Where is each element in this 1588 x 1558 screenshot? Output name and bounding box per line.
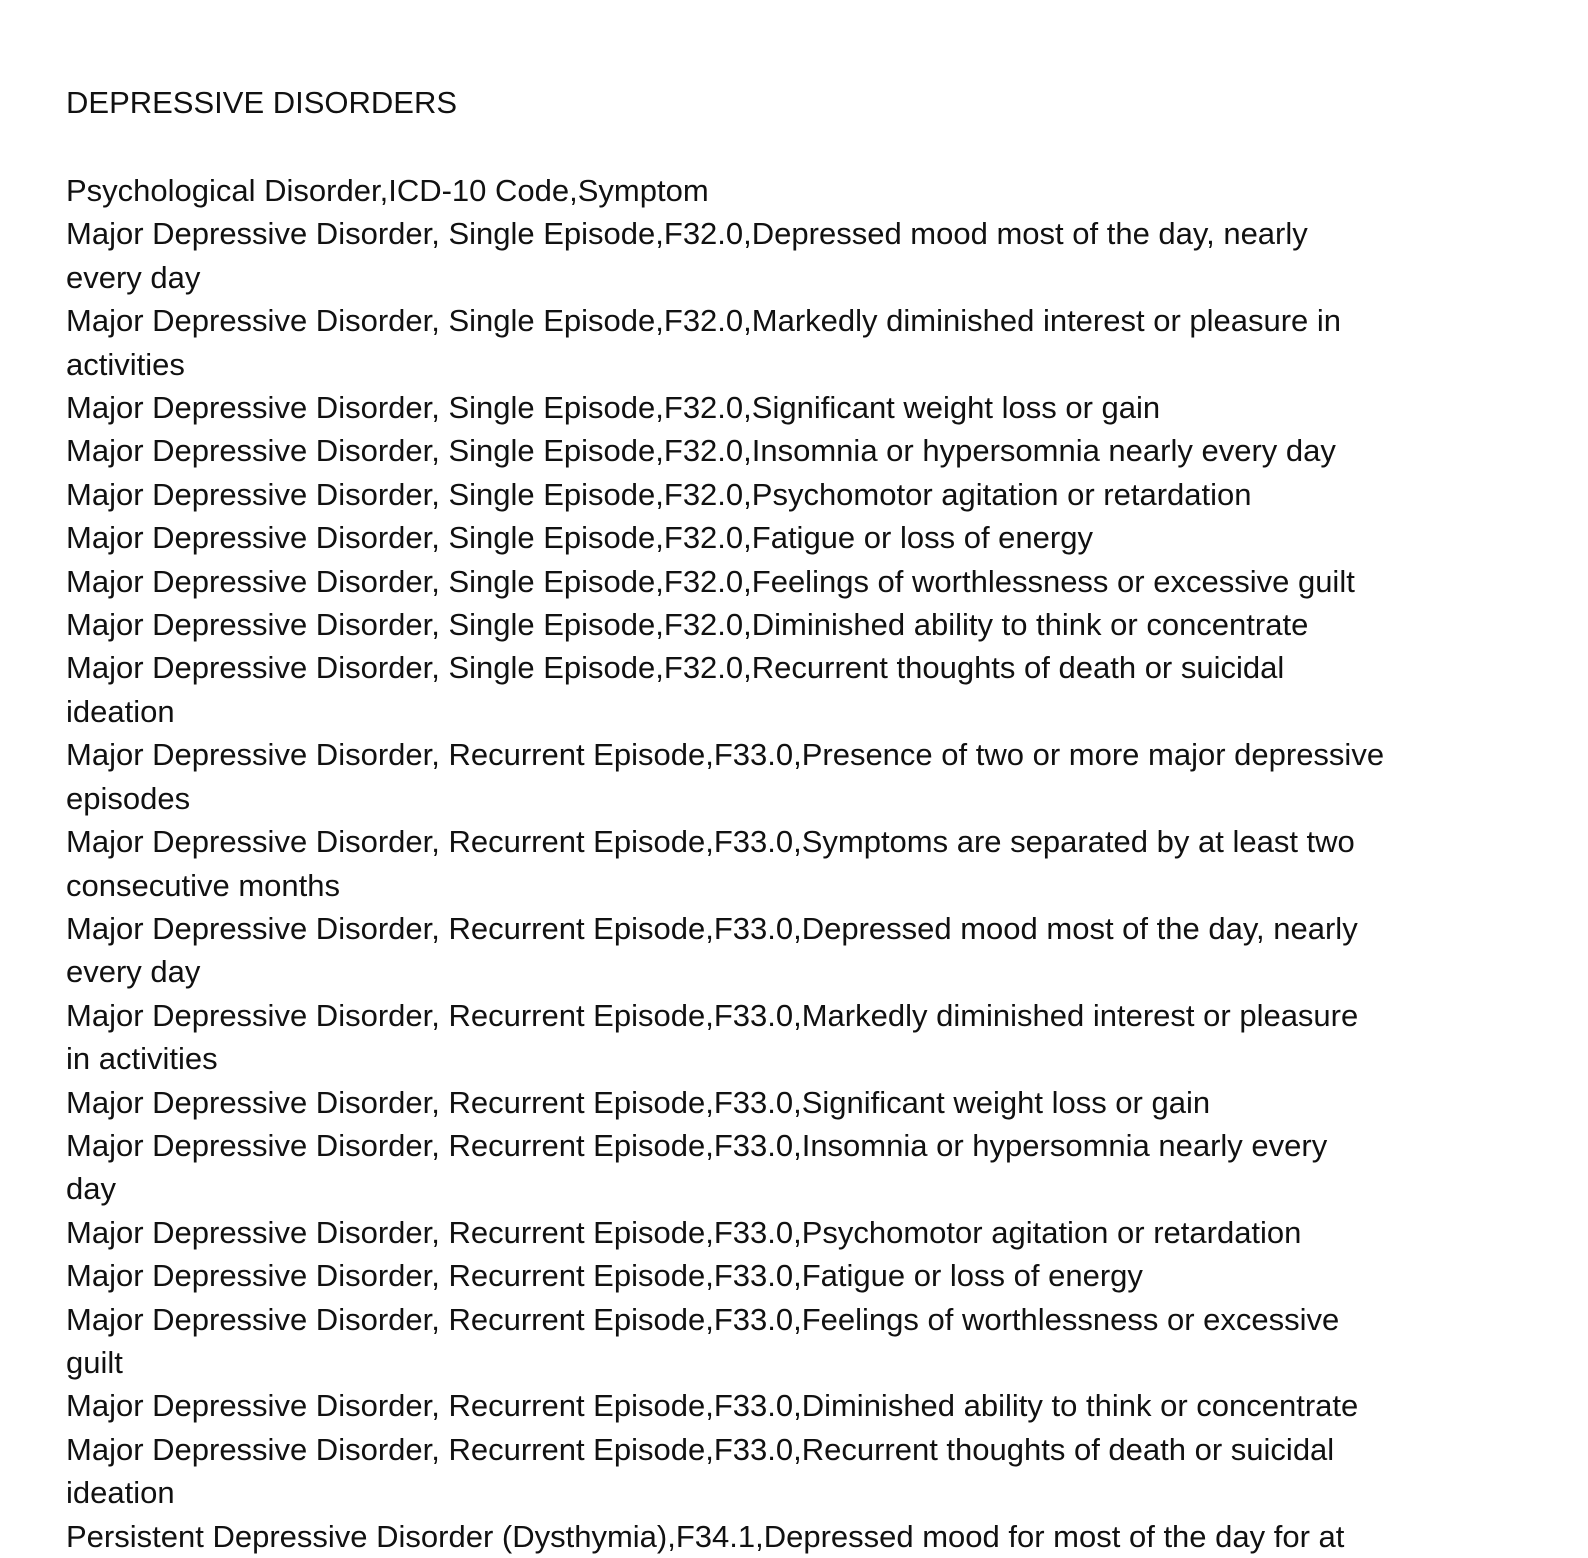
text-line: episodes: [66, 780, 191, 816]
document-page: [66, 83, 1476, 1558]
text-line: Major Depressive Disorder, Recurrent Episode,F33.0,Presence of two or more major depressive: [66, 737, 1385, 773]
text-line: Major Depressive Disorder, Single Episode,F32.0,Depressed mood most of the day, nearly: [66, 216, 1308, 252]
text-line: Major Depressive Disorder, Recurrent Episode,F33.0,Symptoms are separated by at least two: [66, 824, 1355, 860]
text-line: Major Depressive Disorder, Single Episode,F32.0,Markedly diminished interest or pleasure in: [66, 303, 1342, 339]
text-line: Major Depressive Disorder, Single Episode,F32.0,Fatigue or loss of energy: [66, 520, 1093, 556]
text-line: in activities: [66, 1041, 218, 1077]
text-line: ideation: [66, 693, 175, 729]
text-line: activities: [66, 346, 185, 382]
document-body: [66, 169, 1476, 1558]
text-line: every day: [66, 259, 201, 295]
text-line: Major Depressive Disorder, Recurrent Episode,F33.0,Feelings of worthlessness or excessive: [66, 1301, 1340, 1337]
text-line: Major Depressive Disorder, Single Episode,F32.0,Feelings of worthlessness or excessive guilt: [66, 563, 1355, 599]
text-line: Major Depressive Disorder, Recurrent Episode,F33.0,Recurrent thoughts of death or suicidal: [66, 1431, 1335, 1467]
text-line: ideation: [66, 1475, 175, 1511]
text-line: Major Depressive Disorder, Recurrent Episode,F33.0,Fatigue or loss of energy: [66, 1258, 1143, 1294]
text-line: day: [66, 1171, 116, 1207]
text-line: Major Depressive Disorder, Single Episode,F32.0,Diminished ability to think or concentrate: [66, 607, 1309, 643]
document-title: DEPRESSIVE DISORDERS: [66, 85, 458, 120]
text-line: Major Depressive Disorder, Recurrent Episode,F33.0,Markedly diminished interest or pleasure: [66, 997, 1359, 1033]
text-line: Major Depressive Disorder, Single Episode,F32.0,Recurrent thoughts of death or suicidal: [66, 650, 1285, 686]
text-line: Major Depressive Disorder, Recurrent Episode,F33.0,Significant weight loss or gain: [66, 1084, 1211, 1120]
text-line: Major Depressive Disorder, Single Episode,F32.0,Significant weight loss or gain: [66, 390, 1161, 426]
text-line: Major Depressive Disorder, Single Episode,F32.0,Insomnia or hypersomnia nearly every day: [66, 433, 1336, 469]
text-line: guilt: [66, 1344, 123, 1380]
text-line: Major Depressive Disorder, Recurrent Episode,F33.0,Diminished ability to think or concentrate: [66, 1388, 1359, 1424]
text-line: Psychological Disorder,ICD-10 Code,Symptom: [66, 173, 709, 208]
text-line: consecutive months: [66, 867, 340, 903]
text-line: Major Depressive Disorder, Recurrent Episode,F33.0,Psychomotor agitation or retardation: [66, 1214, 1302, 1250]
text-line: Major Depressive Disorder, Recurrent Episode,F33.0,Insomnia or hypersomnia nearly every: [66, 1127, 1328, 1163]
text-line: Major Depressive Disorder, Single Episode,F32.0,Psychomotor agitation or retardation: [66, 476, 1252, 512]
text-line: Persistent Depressive Disorder (Dysthymia),F34.1,Depressed mood for most of the day for at: [66, 1518, 1345, 1554]
text-line: Major Depressive Disorder, Recurrent Episode,F33.0,Depressed mood most of the day, nearly: [66, 910, 1358, 946]
text-line: every day: [66, 954, 201, 990]
